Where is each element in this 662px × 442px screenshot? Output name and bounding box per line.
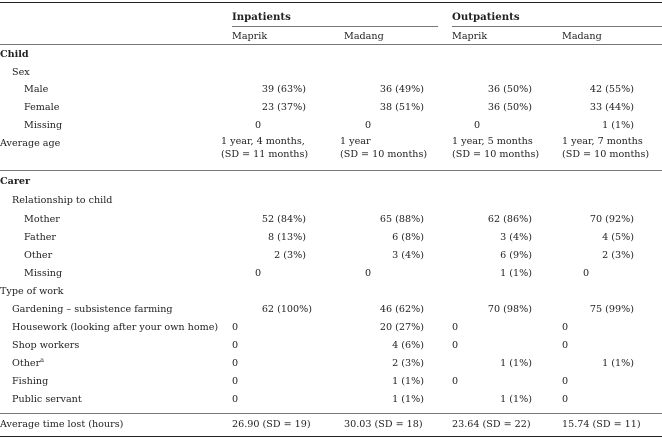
cell-outpatients-madang: 15.74 (SD = 11) bbox=[562, 419, 641, 430]
cell-outpatients-maprik: 36 (50%) bbox=[487, 102, 532, 113]
cell-inpatients-maprik: 0 bbox=[232, 358, 239, 369]
cell-outpatients-madang: 0 bbox=[562, 394, 569, 405]
cell-inpatients-maprik: 62 (100%) bbox=[261, 304, 312, 315]
cell-outpatients-madang: 2 (3%) bbox=[602, 250, 634, 261]
row-label: Average age bbox=[0, 138, 61, 149]
row-label: Female bbox=[24, 102, 60, 113]
cell-outpatients-maprik: 0 bbox=[452, 376, 459, 387]
cell-outpatients-maprik: 0 bbox=[452, 322, 459, 333]
cell-inpatients-maprik: 1 year, 4 months, (SD = 11 months) bbox=[221, 136, 309, 160]
row-label: Missing bbox=[24, 268, 63, 279]
cell-outpatients-maprik: 0 bbox=[474, 120, 481, 131]
cell-inpatients-maprik: 2 (3%) bbox=[274, 250, 306, 261]
row-label-text: Other bbox=[12, 358, 41, 369]
cell-outpatients-madang: 1 year, 7 months (SD = 10 months) bbox=[562, 136, 650, 160]
cell-outpatients-madang: 33 (44%) bbox=[589, 102, 634, 113]
cell-inpatients-madang: 46 (62%) bbox=[379, 304, 424, 315]
table-row bbox=[0, 389, 662, 411]
cell-inpatients-maprik: 52 (84%) bbox=[261, 214, 306, 225]
cell-inpatients-maprik: 0 bbox=[232, 322, 239, 333]
cell-inpatients-madang: 2 (3%) bbox=[392, 358, 424, 369]
cell-outpatients-madang: 0 bbox=[562, 322, 569, 333]
row-label: Missing bbox=[24, 120, 63, 131]
cell-outpatients-madang: 4 (5%) bbox=[602, 232, 634, 243]
cell-outpatients-maprik: 23.64 (SD = 22) bbox=[452, 419, 531, 430]
table-row bbox=[0, 133, 662, 169]
cell-inpatients-madang: 4 (6%) bbox=[392, 340, 424, 351]
cell-outpatients-maprik: 62 (86%) bbox=[487, 214, 532, 225]
row-label: Fishing bbox=[12, 376, 49, 387]
inpatients-header: Inpatients bbox=[232, 11, 291, 23]
subheader-outpatients-maprik: Maprik bbox=[452, 31, 488, 42]
cell-outpatients-madang: 0 bbox=[562, 376, 569, 387]
cell-outpatients-maprik: 1 (1%) bbox=[500, 268, 532, 279]
cell-outpatients-maprik: 3 (4%) bbox=[500, 232, 532, 243]
cell-outpatients-madang: 0 bbox=[562, 340, 569, 351]
cell-inpatients-madang: 0 bbox=[365, 268, 372, 279]
outpatients-header: Outpatients bbox=[452, 11, 520, 23]
row-label bbox=[12, 355, 45, 369]
cell-inpatients-maprik: 0 bbox=[232, 394, 239, 405]
cell-outpatients-madang: 42 (55%) bbox=[589, 84, 634, 95]
row-label: Other bbox=[24, 250, 53, 261]
cell-inpatients-madang: 20 (27%) bbox=[379, 322, 424, 333]
cell-inpatients-maprik: 23 (37%) bbox=[261, 102, 306, 113]
row-label: Public servant bbox=[12, 394, 82, 405]
cell-inpatients-maprik: 0 bbox=[232, 340, 239, 351]
top-rule bbox=[0, 2, 662, 3]
cell-outpatients-maprik: 1 year, 5 months (SD = 10 months) bbox=[452, 136, 540, 160]
cell-inpatients-madang: 36 (49%) bbox=[379, 84, 424, 95]
cell-inpatients-madang: 1 (1%) bbox=[392, 376, 424, 387]
bottom-rule bbox=[0, 436, 662, 437]
cell-outpatients-maprik: 70 (98%) bbox=[487, 304, 532, 315]
row-label: Average time lost (hours) bbox=[0, 419, 124, 430]
work-section-title: Type of work bbox=[0, 286, 64, 297]
cell-inpatients-maprik: 0 bbox=[255, 268, 262, 279]
row-label: Mother bbox=[24, 214, 60, 225]
row-label: Male bbox=[24, 84, 49, 95]
cell-inpatients-madang: 6 (8%) bbox=[392, 232, 424, 243]
row-label: Housework (looking after your own home) bbox=[12, 322, 219, 333]
group-header-row bbox=[0, 6, 662, 28]
cell-inpatients-maprik: 39 (63%) bbox=[261, 84, 306, 95]
relationship-subsection-title: Relationship to child bbox=[12, 195, 113, 206]
row-label: Father bbox=[24, 232, 57, 243]
cell-inpatients-maprik: 0 bbox=[255, 120, 262, 131]
cell-inpatients-maprik: 8 (13%) bbox=[268, 232, 306, 243]
table-row bbox=[0, 414, 662, 436]
cell-outpatients-maprik: 1 (1%) bbox=[500, 394, 532, 405]
cell-outpatients-maprik: 1 (1%) bbox=[500, 358, 532, 369]
cell-outpatients-madang: 75 (99%) bbox=[589, 304, 634, 315]
cell-inpatients-maprik: 0 bbox=[232, 376, 239, 387]
cell-outpatients-maprik: 36 (50%) bbox=[487, 84, 532, 95]
cell-outpatients-madang: 1 (1%) bbox=[602, 358, 634, 369]
child-section-title: Child bbox=[0, 49, 29, 60]
row-label: Gardening – subsistence farming bbox=[12, 304, 173, 315]
sex-subsection-title: Sex bbox=[12, 67, 30, 78]
cell-inpatients-madang: 1 (1%) bbox=[392, 394, 424, 405]
cell-inpatients-madang: 65 (88%) bbox=[379, 214, 424, 225]
cell-inpatients-madang: 38 (51%) bbox=[379, 102, 424, 113]
cell-outpatients-madang: 1 (1%) bbox=[602, 120, 634, 131]
cell-outpatients-madang: 70 (92%) bbox=[589, 214, 634, 225]
cell-outpatients-maprik: 6 (9%) bbox=[500, 250, 532, 261]
cell-inpatients-madang: 3 (4%) bbox=[392, 250, 424, 261]
subheader-inpatients-maprik: Maprik bbox=[232, 31, 268, 42]
row-label: Shop workers bbox=[12, 340, 80, 351]
cell-inpatients-maprik: 26.90 (SD = 19) bbox=[232, 419, 311, 430]
cell-outpatients-maprik: 0 bbox=[452, 340, 459, 351]
carer-section-title: Carer bbox=[0, 176, 31, 187]
cell-outpatients-madang: 0 bbox=[583, 268, 590, 279]
subheader-inpatients-madang: Madang bbox=[344, 31, 384, 42]
cell-inpatients-madang: 1 year (SD = 10 months) bbox=[340, 136, 428, 160]
subheader-outpatients-madang: Madang bbox=[562, 31, 602, 42]
footnote-marker: a bbox=[40, 355, 45, 364]
cell-inpatients-madang: 30.03 (SD = 18) bbox=[344, 419, 423, 430]
cell-inpatients-madang: 0 bbox=[365, 120, 372, 131]
